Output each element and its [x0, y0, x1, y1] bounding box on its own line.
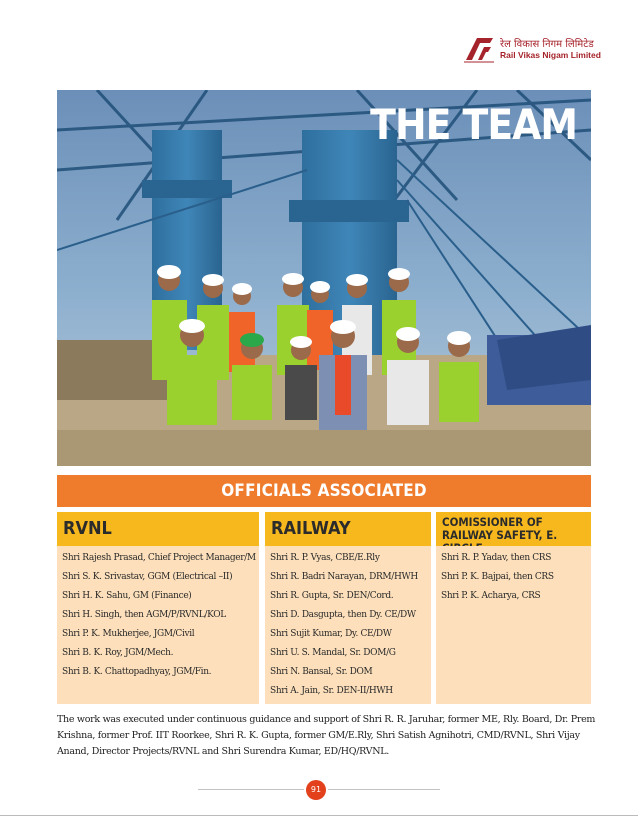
crs-heading-line1: COMISSIONER OF: [442, 515, 543, 529]
list-item: Shri R. P. Yadav, then CRS: [441, 553, 552, 563]
railway-column-heading: RAILWAY: [265, 512, 431, 546]
list-item: Shri B. K. Chattopadhyay, JGM/Fin.: [62, 667, 212, 677]
list-item: Shri R. P. Vyas, CBE/E.Rly: [270, 553, 380, 563]
rvnl-column-heading: RVNL: [57, 512, 259, 546]
logo-hindi-text: रेल विकास निगम लिमिटेड: [500, 39, 594, 50]
list-item: Shri A. Jain, Sr. DEN-II/HWH: [270, 686, 393, 696]
team-photo: [57, 90, 591, 466]
acknowledgement-paragraph: The work was executed under continuous guidance and support of Shri R. R. Jaruhar, former ME, Rly. Board, Dr. Prem Krishna, former Prof. IIT Roorkee, Shri R. K. Gupta, former GM/E.Rly, Shri Satish Agnihotri, CMD/RVNL, Shri Vijay Anand, Director Projects/RVNL and Shri Surendra Kumar, ED/HQ/RVNL.: [57, 714, 596, 757]
list-item: Shri H. Singh, then AGM/P/RVNL/KOL: [62, 610, 226, 620]
page-number-rule-left: [198, 789, 304, 790]
list-item: Shri R. Badri Narayan, DRM/HWH: [270, 572, 418, 582]
page-number-rule-right: [328, 789, 440, 790]
list-item: Shri P. K. Mukherjee, JGM/Civil: [62, 629, 195, 639]
list-item: Shri P. K. Acharya, CRS: [441, 591, 541, 601]
logo-english-text: Rail Vikas Nigam Limited: [500, 50, 601, 60]
page-number: 91: [306, 780, 326, 800]
list-item: Shri Rajesh Prasad, Chief Project Manager/M: [62, 553, 256, 563]
list-item: Shri D. Dasgupta, then Dy. CE/DW: [270, 610, 416, 620]
list-item: Shri S. K. Srivastav, GGM (Electrical –II): [62, 572, 233, 582]
list-item: Shri U. S. Mandal, Sr. DOM/G: [270, 648, 396, 658]
list-item: Shri H. K. Sahu, GM (Finance): [62, 591, 192, 601]
page-header: [0, 0, 638, 90]
list-item: Shri Sujit Kumar, Dy. CE/DW: [270, 629, 392, 639]
railway-members-list: [265, 546, 431, 704]
crs-column-heading: [436, 512, 591, 546]
rvnl-members-list: [57, 546, 259, 704]
list-item: Shri N. Bansal, Sr. DOM: [270, 667, 373, 677]
page-title: THE TEAM: [370, 100, 577, 149]
crs-heading-line2: RAILWAY SAFETY, E.: [442, 528, 558, 542]
officials-heading: OFFICIALS ASSOCIATED: [57, 475, 591, 507]
list-item: Shri R. Gupta, Sr. DEN/Cord.: [270, 591, 394, 601]
list-item: Shri P. K. Bajpai, then CRS: [441, 572, 554, 582]
page-bottom-rule: [0, 815, 638, 816]
crs-members-list: [436, 546, 591, 704]
rvnl-logo-icon: [463, 33, 495, 63]
list-item: Shri B. K. Roy, JGM/Mech.: [62, 648, 174, 658]
